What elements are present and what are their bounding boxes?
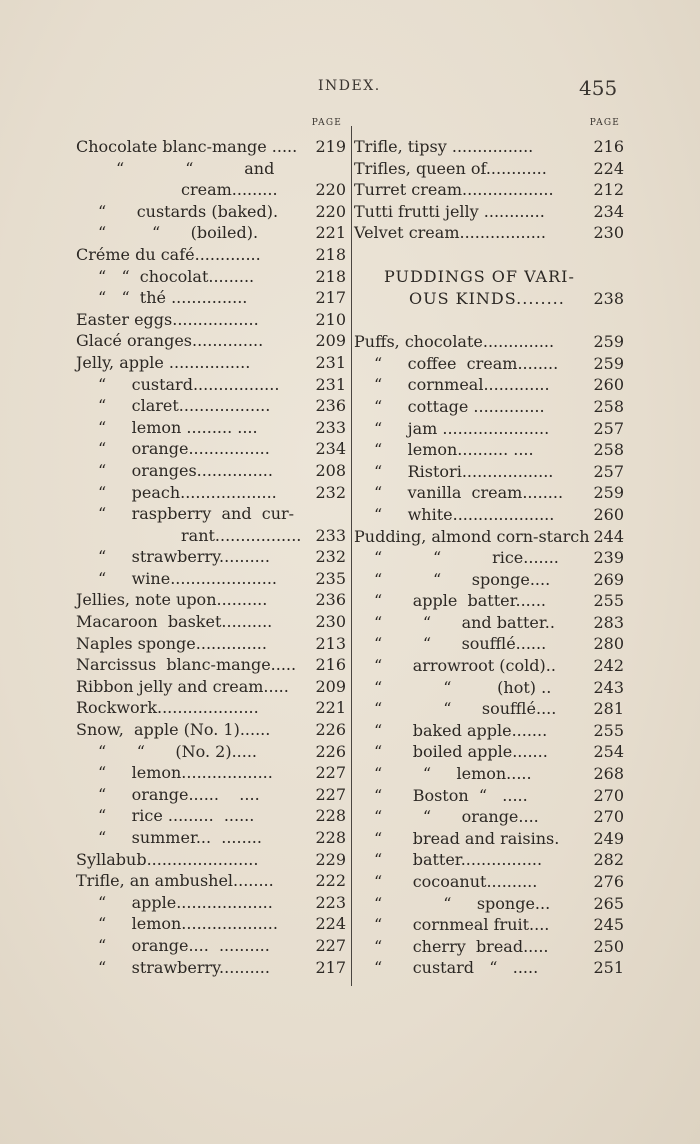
page-ref: 236 — [315, 590, 346, 610]
index-entry — [76, 482, 346, 504]
page-ref: 259 — [593, 483, 624, 503]
index-entry — [354, 785, 624, 807]
index-entry — [76, 395, 346, 417]
entry-text: “ cocoanut.......... — [374, 872, 538, 891]
entry-text: “ custard................. — [98, 374, 280, 394]
entry-text: Glacé oranges.............. — [76, 331, 264, 351]
column-head-page: PAGE — [589, 118, 620, 128]
entry-text: “ “ and — [116, 158, 275, 178]
entry-text: “ “ (boiled). — [98, 223, 259, 243]
entry-text: Snow, apple (No. 1)...... — [76, 720, 271, 740]
page-ref: 232 — [315, 482, 346, 502]
column-divider — [351, 126, 352, 986]
page-ref: 229 — [315, 849, 346, 869]
index-entry — [76, 438, 346, 460]
page-ref: 226 — [315, 741, 346, 761]
running-title: INDEX. — [318, 78, 381, 94]
entry-text: “ custard “ ..... — [374, 958, 539, 978]
page-ref: 217 — [315, 288, 346, 308]
index-entry — [354, 439, 624, 461]
index-entry — [76, 287, 346, 309]
page-ref: 244 — [593, 526, 624, 546]
index-entry — [76, 589, 346, 611]
index-entry — [354, 633, 624, 655]
index-entry — [354, 482, 624, 504]
page-number: 455 — [579, 76, 618, 100]
page-ref: 245 — [593, 915, 624, 935]
index-column-right — [354, 118, 624, 979]
entry-text: “ apple................... — [98, 892, 273, 912]
page-ref: 224 — [315, 914, 346, 934]
page-ref: 223 — [315, 892, 346, 912]
page-ref: 230 — [593, 223, 624, 243]
entry-text: “ orange................ — [98, 439, 270, 459]
entry-text: OUS KINDS........ — [409, 288, 565, 308]
entry-text: “ “ (No. 2)..... — [98, 741, 258, 761]
page-ref: 257 — [593, 418, 624, 438]
entry-text: Créme du café............. — [76, 244, 261, 264]
index-entry — [76, 417, 346, 439]
entry-text: “ cornmeal fruit.... — [374, 915, 550, 935]
page-ref: 228 — [315, 806, 346, 826]
page-ref: 209 — [315, 331, 346, 351]
index-entry — [354, 677, 624, 699]
entry-text: “ jam ..................... — [374, 418, 550, 438]
page-ref: 220 — [315, 201, 346, 221]
page-ref: 259 — [593, 332, 624, 352]
index-entry — [354, 526, 624, 548]
page-ref: 226 — [315, 720, 346, 740]
page-ref: 236 — [315, 396, 346, 416]
entry-text: “ “ chocolat......... — [98, 266, 255, 286]
entry-text: “ “ soufflé.... — [374, 699, 557, 719]
index-entry — [76, 827, 346, 849]
page-ref: 260 — [593, 504, 624, 524]
page-ref: 218 — [315, 266, 346, 286]
entry-text: Syllabub...................... — [76, 849, 259, 869]
left-entries — [76, 136, 346, 978]
entry-text: PUDDINGS OF VARI- — [384, 266, 575, 286]
index-entry — [354, 590, 624, 612]
entry-text: “ claret.................. — [98, 396, 271, 416]
entry-text: “ white.................... — [374, 504, 555, 524]
entry-text: “ “ rice....... — [374, 548, 559, 568]
entry-text: “ strawberry.......... — [98, 547, 270, 567]
entry-text: “ strawberry.......... — [98, 957, 270, 977]
page-ref: 231 — [315, 352, 346, 372]
index-entry — [76, 654, 346, 676]
entry-text: “ “ sponge... — [374, 893, 551, 913]
index-entry — [354, 158, 624, 180]
right-entries — [354, 136, 624, 979]
index-entry — [76, 352, 346, 374]
index-entry — [76, 158, 346, 180]
entry-text: “ orange...... .... — [98, 784, 260, 804]
page-ref: 243 — [593, 677, 624, 697]
entry-text: “ batter................ — [374, 850, 543, 870]
index-entry — [76, 503, 346, 525]
index-entry — [76, 935, 346, 957]
page-ref: 233 — [315, 525, 346, 545]
index-entry — [354, 201, 624, 223]
page-ref: 238 — [593, 288, 624, 308]
entry-text: Puffs, chocolate.............. — [354, 332, 555, 352]
page-ref: 234 — [315, 439, 346, 459]
index-entry — [76, 870, 346, 892]
index-entry — [76, 611, 346, 633]
page-ref: 221 — [315, 698, 346, 718]
index-entry — [354, 936, 624, 958]
index-entry — [76, 136, 346, 158]
index-entry — [354, 957, 624, 979]
page-ref: 255 — [593, 720, 624, 740]
page-ref: 233 — [315, 417, 346, 437]
entry-text: “ wine..................... — [98, 568, 277, 588]
entry-text: “ Boston “ ..... — [374, 785, 528, 805]
entry-text: “ lemon.......... .... — [374, 440, 534, 460]
page-ref: 221 — [315, 223, 346, 243]
page-ref: 216 — [315, 655, 346, 675]
entry-text: “ arrowroot (cold).. — [374, 656, 556, 676]
entry-text: Ribbon jelly and cream..... — [76, 676, 289, 696]
index-entry — [354, 547, 624, 569]
column-head-page: PAGE — [311, 118, 342, 128]
entry-text: Jelly, apple ................ — [76, 352, 251, 372]
page-ref: 270 — [593, 807, 624, 827]
index-entry — [354, 418, 624, 440]
page-ref: 234 — [593, 201, 624, 221]
index-entry — [354, 222, 624, 244]
entry-text: Trifle, tipsy ................ — [354, 137, 534, 156]
entry-text: “ Ristori.................. — [374, 461, 554, 481]
index-entry — [76, 222, 346, 244]
index-entry — [76, 525, 346, 547]
index-entry — [354, 504, 624, 526]
index-entry — [354, 763, 624, 785]
entry-text: Trifles, queen of............ — [354, 158, 547, 178]
entry-text: “ boiled apple....... — [374, 742, 548, 762]
page-ref: 249 — [593, 828, 624, 848]
page-ref: 251 — [593, 958, 624, 978]
index-entry — [76, 546, 346, 568]
page-ref: 220 — [315, 180, 346, 200]
page-ref: 228 — [315, 828, 346, 847]
index-entry — [354, 914, 624, 936]
entry-text: “ cornmeal............. — [374, 375, 550, 395]
entry-text: Naples sponge.............. — [76, 633, 267, 653]
index-entry — [76, 330, 346, 352]
index-entry — [76, 374, 346, 396]
entry-text: “ rice ......... ...... — [98, 806, 255, 826]
entry-text: Chocolate blanc-mange ..... — [76, 137, 298, 156]
page-ref: 210 — [315, 309, 346, 329]
page-ref: 268 — [593, 764, 624, 784]
index-entry — [76, 762, 346, 784]
entry-text: Turret cream.................. — [354, 180, 554, 200]
index-entry — [354, 698, 624, 720]
page-ref: 219 — [315, 137, 346, 156]
index-entry — [76, 244, 346, 266]
index-entry — [354, 331, 624, 353]
page-ref: 208 — [315, 460, 346, 480]
entry-text: “ vanilla cream........ — [374, 483, 564, 503]
page-ref: 257 — [593, 461, 624, 481]
index-entry — [76, 697, 346, 719]
index-entry — [76, 913, 346, 935]
page-ref: 212 — [593, 180, 624, 200]
page-ref: 232 — [315, 547, 346, 567]
page-ref: 216 — [593, 137, 624, 156]
index-entry — [76, 676, 346, 698]
entry-text: “ cherry bread..... — [374, 936, 549, 956]
page-ref: 281 — [593, 699, 624, 719]
index-entry — [354, 893, 624, 915]
page-ref: 227 — [315, 763, 346, 783]
entry-text: “ cottage .............. — [374, 396, 545, 416]
index-entry — [76, 784, 346, 806]
page-ref: 231 — [315, 374, 346, 394]
page-ref: 283 — [593, 612, 624, 632]
entry-text: “ lemon................... — [98, 914, 278, 934]
page-ref: 258 — [593, 396, 624, 416]
index-entry — [76, 309, 346, 331]
page-ref: 254 — [593, 742, 624, 762]
index-entry — [354, 266, 624, 288]
page-ref: 242 — [593, 656, 624, 676]
entry-text: “ baked apple....... — [374, 720, 548, 740]
entry-text: Jellies, note upon.......... — [76, 590, 268, 610]
index-entry — [354, 179, 624, 201]
index-column-left — [76, 118, 346, 978]
page-ref: 258 — [593, 440, 624, 460]
index-entry — [76, 568, 346, 590]
index-entry — [76, 741, 346, 763]
index-entry — [354, 828, 624, 850]
entry-text: “ “ (hot) .. — [374, 677, 552, 697]
page-ref: 222 — [315, 871, 346, 891]
page-ref: 280 — [593, 634, 624, 654]
entry-text: “ “ thé ............... — [98, 288, 248, 308]
entry-text: “ oranges............... — [98, 460, 273, 480]
entry-text: “ apple batter...... — [374, 591, 546, 611]
page-ref: 250 — [593, 936, 624, 956]
index-entry — [76, 266, 346, 288]
page-ref: 218 — [315, 244, 346, 264]
index-entry — [354, 310, 624, 332]
index-entry — [354, 396, 624, 418]
index-entry — [76, 633, 346, 655]
entry-text: “ lemon ......... .... — [98, 417, 258, 437]
entry-text: “ bread and raisins. — [374, 828, 560, 848]
entry-text: Rockwork.................... — [76, 698, 259, 718]
page-ref: 255 — [593, 591, 624, 611]
index-entry — [354, 741, 624, 763]
index-entry — [354, 806, 624, 828]
entry-text: “ “ orange.... — [374, 807, 539, 827]
entry-text: Pudding, almond corn-starch — [354, 526, 590, 546]
page-ref: 259 — [593, 353, 624, 373]
entry-text: “ summer... ........ — [98, 828, 262, 847]
entry-text: rant................. — [181, 525, 302, 545]
page-ref: 269 — [593, 569, 624, 589]
index-entry — [76, 805, 346, 827]
page-ref: 235 — [315, 568, 346, 588]
index-entry — [354, 374, 624, 396]
entry-text: Velvet cream................. — [354, 223, 546, 243]
index-entry — [76, 201, 346, 223]
page-ref: 265 — [593, 893, 624, 913]
page-ref: 224 — [593, 158, 624, 178]
entry-text: “ “ and batter.. — [374, 612, 555, 632]
index-entry — [354, 353, 624, 375]
index-entry — [354, 461, 624, 483]
page-ref: 217 — [315, 957, 346, 977]
index-entry — [76, 460, 346, 482]
page-ref: 260 — [593, 375, 624, 395]
index-entry — [354, 612, 624, 634]
index-entry — [354, 655, 624, 677]
index-entry — [76, 719, 346, 741]
page-ref: 227 — [315, 935, 346, 955]
page-ref: 230 — [315, 612, 346, 632]
page-ref: 239 — [593, 548, 624, 568]
page-ref: 209 — [315, 676, 346, 696]
index-entry — [354, 288, 624, 310]
index-entry — [76, 957, 346, 979]
index-entry — [354, 849, 624, 871]
entry-text: Tutti frutti jelly ............ — [354, 201, 545, 221]
entry-text: “ peach................... — [98, 482, 277, 502]
index-entry — [76, 179, 346, 201]
index-entry — [354, 720, 624, 742]
entry-text: Easter eggs................. — [76, 309, 259, 329]
page-ref: 227 — [315, 784, 346, 804]
entry-text: “ custards (baked). — [98, 201, 279, 221]
entry-text: “ coffee cream........ — [374, 353, 559, 373]
index-entry — [76, 892, 346, 914]
entry-text: “ “ soufflé...... — [374, 634, 547, 654]
page-ref: 213 — [315, 633, 346, 653]
page-ref: 276 — [593, 872, 624, 891]
entry-text: “ “ sponge.... — [374, 569, 551, 589]
entry-text: Macaroon basket.......... — [76, 612, 273, 632]
index-entry — [354, 871, 624, 893]
index-entry — [354, 244, 624, 266]
page-ref: 282 — [593, 850, 624, 870]
index-entry — [354, 136, 624, 158]
entry-text: “ raspberry and cur- — [98, 504, 295, 524]
index-entry — [354, 569, 624, 591]
entry-text: “ orange.... .......... — [98, 935, 270, 955]
entry-text: “ “ lemon..... — [374, 764, 532, 784]
entry-text: Trifle, an ambushel........ — [76, 871, 274, 891]
entry-text: Narcissus blanc-mange..... — [76, 655, 297, 675]
entry-text: “ lemon.................. — [98, 763, 273, 783]
entry-text: cream......... — [181, 180, 278, 200]
page-ref: 270 — [593, 785, 624, 805]
index-entry — [76, 849, 346, 871]
